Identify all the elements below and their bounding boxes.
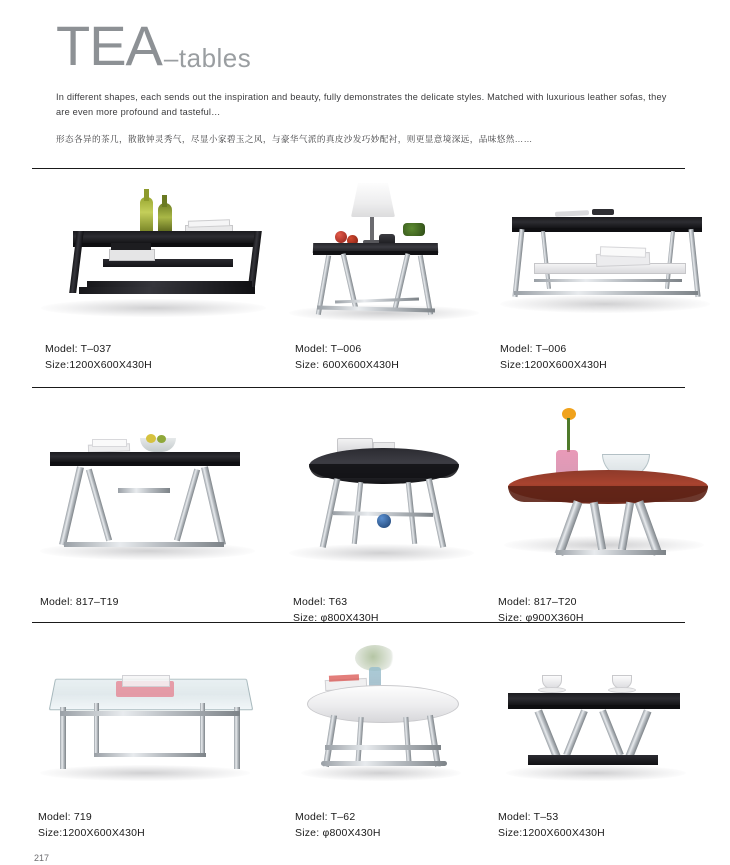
product-size: Size: φ800X430H <box>295 827 381 839</box>
page-number: 217 <box>34 853 50 863</box>
product-image <box>295 187 460 327</box>
product-cell <box>460 169 730 381</box>
page-header <box>0 0 730 146</box>
intro-chinese: 形态各异的茶几，散散钟灵秀气，尽显小家碧玉之风，与豪华气派的真皮沙发巧妙配衬，则更显意境深远，品味悠然…… <box>56 134 533 144</box>
product-model: Model: T–037 <box>45 343 112 355</box>
product-model: Model: 719 <box>38 811 92 823</box>
product-cell <box>460 388 730 624</box>
product-model: Model: T–006 <box>500 343 567 355</box>
title-sub: –tables <box>163 43 252 73</box>
product-model: Model: 817–T19 <box>40 596 119 608</box>
product-model: Model: 817–T20 <box>498 596 577 608</box>
product-image <box>498 408 730 570</box>
product-image <box>40 430 255 570</box>
product-model: Model: T63 <box>293 596 348 608</box>
product-row-3 <box>0 623 730 843</box>
product-image <box>45 187 255 327</box>
product-image <box>498 669 730 789</box>
product-size: Size: 600X600X430H <box>295 359 400 371</box>
product-cell <box>0 623 255 843</box>
product-size: Size:1200X600X430H <box>38 827 145 839</box>
product-model: Model: T–006 <box>295 343 362 355</box>
intro-english: In different shapes, each sends out the inspiration and beauty, fully demonstrates the delicate styles. Matched with luxurious leather sofas, they are even more profound and tasteful… <box>56 92 667 117</box>
product-image <box>38 669 255 789</box>
product-cell <box>255 388 460 624</box>
product-cell <box>0 388 255 620</box>
product-row-1 <box>0 169 730 381</box>
page-title <box>56 14 685 77</box>
title-main: TEA <box>56 14 162 77</box>
product-size: Size:1200X600X430H <box>500 359 607 371</box>
product-cell <box>255 169 460 381</box>
product-size: Size: φ800X430H <box>293 612 379 624</box>
product-image <box>293 430 460 570</box>
product-size: Size:1200X600X430H <box>45 359 152 371</box>
product-model: Model: T–53 <box>498 811 559 823</box>
product-cell <box>460 623 730 843</box>
product-size: Size:1200X600X430H <box>498 827 605 839</box>
product-size: Size: φ900X360H <box>498 612 584 624</box>
product-cell <box>255 623 460 843</box>
product-image <box>295 645 460 789</box>
product-cell <box>0 169 255 381</box>
product-row-2 <box>0 388 730 624</box>
product-image <box>500 187 730 327</box>
product-model: Model: T–62 <box>295 811 356 823</box>
